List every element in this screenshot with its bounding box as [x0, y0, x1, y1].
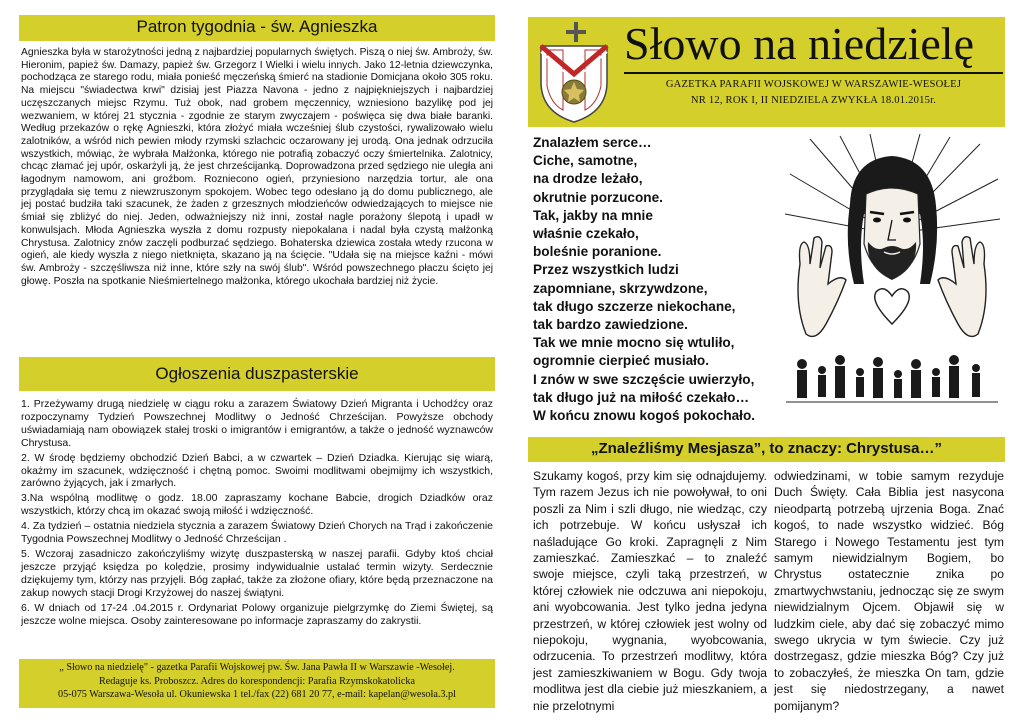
poem-line: właśnie czekało,	[533, 226, 639, 242]
announcements-title-bar	[19, 357, 495, 391]
jesus-drawing-icon	[780, 134, 1004, 428]
announcement-item: 1. Przeżywamy drugą niedzielę w ciągu roku a zarazem Światowy Dzień Migranta i Uchodźcy oraz rozpoczynamy Tydzień Powszechnej Modlitwy o Jedność Chrześcijan. Powyższe obchody uświadamiają nam obowiązek stałej troski o imigrantów i emigrantów, a także o jedność wyznawców Chrystusa.	[21, 398, 493, 449]
article-column-1	[533, 468, 767, 713]
article-text-col2: odwiedzinami, w tobie samym rezyduje Duch Święty. Cała Biblia jest nasycona nieodpartą potrzebą ujrzenia Boga. Znać kogoś, to nade wszystko widzieć. Bóg Starego i Nowego Testamentu jest tym samym niewidzialnym Bogiem, bo Chrystus ostatecznie znika po zmartwychwstaniu, jednocząc się ze swym niewidzialnym Ojcem. Objawił się w ludzkim ciele, aby dać się zobaczyć mimo swego ukrycia w tym świecie. Czy już dostrzegasz, gdzie mieszka Bóg? Czy już to zobaczyłeś, że mieszka On tam, gdzie jest się niedostrzegany, a nawet pomijanym?	[774, 469, 1004, 713]
patron-title: Patron tygodnia - św. Agnieszka	[136, 17, 378, 36]
footer-box	[19, 659, 495, 708]
poem-line: zapomniane, skrzywdzone,	[533, 280, 708, 296]
emblem-icon	[533, 20, 615, 124]
footer-line-1: „ Słowo na niedzielę" - gazetka Parafii Wojskowej pw. Św. Jana Pawła II w Warszawie -Wesołej.	[59, 662, 455, 673]
article-column-2	[774, 468, 1004, 713]
jesus-illustration	[780, 134, 1004, 428]
poem-line: Przez wszystkich ludzi	[533, 262, 679, 278]
poem-line: boleśnie poranione.	[533, 244, 662, 260]
masthead-title: Słowo na niedzielę	[624, 18, 975, 69]
masthead-subtitle: GAZETKA PARAFII WOJSKOWEJ W WARSZAWIE-WESOŁEJ	[665, 79, 962, 90]
announcement-item: 4. Za tydzień – ostatnia niedziela stycznia a zarazem Światowy Dzień Chorych na Trąd i zakończenie Tygodnia Powszechnej Modlitwy o Jedność Chrześcijan .	[21, 520, 493, 546]
poem-line: Tak, jakby na mnie	[533, 207, 653, 223]
article-text-col1: Szukamy kogoś, przy kim się odnajdujemy. Tym razem Jezus ich nie powoływał, to oni poszli za Nim i szli długo, nie wiedząc, czy ich potrzebuje. W końcu usłyszał ich naśladujące Go kroki. Zapragnęli z Nim zamieszkać. Zamieszkać – to znaleźć swoje miejsce, czyli taką przestrzeń, w której człowiek nie odczuwa ani niepokoju, ani wyobcowania. Jest tylko jedna jedyna przestrzeń, w której człowiek jest wolny od niepokoju, wygnania, wyobcowania, odrzucenia. To przestrzeń modlitwy, która jest zamieszkiwaniem w Bogu. Gdy twoja modlitwa jest dla ciebie już mieszkaniem, a nie przelotnymi	[533, 469, 767, 713]
poem	[533, 134, 773, 429]
announcement-item: 3.Na wspólną modlitwę o godz. 18.00 zapraszamy kochane Babcie, drogich Dziadków oraz wszystkich, którzy chcą im okazać swoją miłość i wdzięczność.	[21, 492, 493, 518]
masthead-rule	[624, 72, 1003, 74]
poem-line: tak długo szczerze niekochane,	[533, 298, 736, 314]
announcement-item: 5. Wczoraj zasadniczo zakończyliśmy wizytę duszpasterską w naszej parafii. Gdyby ktoś chciał jeszcze przyjąć księdza po kolędzie, prosimy indywidualnie ustalać termin wizyty. Serdecznie dziękujemy tym, którzy nas przyjęli. Bóg zapłać, także za złożone ofiary, które będą przeznaczone na zakup nowych stacji Drogi Krzyżowej do naszej świątyni.	[21, 547, 493, 599]
article-title: „Znaleźliśmy Mesjasza”, to znaczy: Chrystusa…”	[591, 440, 942, 457]
parish-emblem	[533, 20, 615, 124]
footer-line-2: Redaguje ks. Proboszcz. Adres do korespondencji: Parafia Rzymskokatolicka	[98, 675, 416, 687]
patron-title-bar	[19, 15, 495, 41]
poem-line: tak długo już na miłość czekało…	[533, 389, 750, 405]
announcements-title: Ogłoszenia duszpasterskie	[155, 364, 359, 383]
patron-paragraph: Agnieszka była w starożytności jedną z najbardziej popularnych świętych. Piszą o niej św. Ambroży, św. Hieronim, papież św. Damazy, papież św. Grzegorz I Wielki i wielu innych. Jako 12-letnia dziewczynka, pochodząca ze starego rodu, miała ponieść męczeńską śmierć na stadionie Domicjana około 305 roku. Na miejscu "świadectwa krwi" dzisiaj jest Piazza Navona - jedno z najpiękniejszych i najbardziej uczęszczanych miejsc Rzymu. Tuż obok, nad grobem męczennicy, wzniesiono bazylikę pod jej wezwaniem, w której 21 stycznia - zgodnie ze starym zwyczajem - poświęca się dwa białe baranki. Według przekazów o rękę Agnieszki, która złożyć miała wcześniej ślub czystości, rywalizowało wielu zalotników, a wśród nich pewien młody rzymski szlachcic oczarowany jej urodą. Ona jednak odrzuciła wszystkich, mówiąc, że wybrała Małżonka, którego nie potrafią zobaczyć oczy śmiertelnika. Zalotnicy, chcąc złamać jej upór, oskarżyli ją, że jest chrześcijanką. Doprowadzona przed sędziego nie uległa ani łagodnym namowom, ani groźbom. Rozniecono ogień, przyniesiono narzędzia tortur, ale ona przyglądała się temu z niewzruszonym spokojem. Wobec tego odesłano ją do domu publicznego, ale jej postać budziła taki szacunek, że żaden z grzesznych młodzieńców odwiedzających to miejsce nie śmiał się zbliżyć do niej. Jeden, odważniejszy niż inni, został nagle porażony ślepotą i upadł w konwulsjach. Młoda Agnieszka wyszła z domu rozpusty niepokalana i nadal była czystą małżonką Chrystusa. Zalotnicy znów zaczęli podburzać sędziego. Bohaterska dziewica została wtedy rzucona w ogień, ale kiedy wyszła z niego nietknięta, skazano ją na ścięcie. "Udała się na miejsce kaźni - mówi św. Ambroży - szczęśliwsza niż inne, które szły na swój ślub". Wśród powszechnego płaczu ścięto jej głowę. Poszła na spotkanie Nieśmiertelnego małżonka, którego ukochała bardziej niż życie.	[21, 47, 493, 287]
poem-line: ogromnie cierpieć musiało.	[533, 353, 710, 369]
poem-line: W końcu znowu kogoś pokochało.	[533, 408, 756, 424]
announcement-item: 2. W środę będziemy obchodzić Dzień Babci, a w czwartek – Dzień Dziadka. Kierując się wiarą, okażmy im szacunek, wdzięczność i chętną pomoc. Swoimi modlitwami obejmijmy ich wszystkich, zarówno żyjących, jak i zmarłych.	[21, 451, 493, 490]
patron-text	[21, 47, 493, 349]
poem-line: Ciche, samotne,	[533, 153, 638, 169]
poem-line: Znalazłem serce…	[533, 135, 652, 150]
masthead-issue: NR 12, ROK I, II NIEDZIELA ZWYKŁA 18.01.2015r.	[690, 95, 937, 106]
poem-line: tak bardzo zawiedzione.	[533, 317, 688, 333]
announcement-item: 6. W dniach od 17-24 .04.2015 r. Ordynariat Polowy organizuje pielgrzymkę do Ziemi Świętej, są jeszcze wolne miejsca. Osoby zainteresowane po informacje zapraszamy do zakrystii.	[21, 601, 493, 627]
poem-line: I znów w swe szczęście uwierzyło,	[533, 371, 755, 387]
poem-line: Tak we mnie mocno się wtuliło,	[533, 335, 735, 351]
poem-line: okrutnie porzucone.	[533, 189, 663, 205]
article-title-bar	[528, 437, 1005, 462]
poem-line: na drodze leżało,	[533, 171, 643, 187]
announcements-list	[21, 398, 493, 654]
footer-line-3: 05-075 Warszawa-Wesoła ul. Okuniewska 1 tel./fax (22) 681 20 77, e-mail: kapelan@wesoła.3.pl	[58, 689, 456, 700]
